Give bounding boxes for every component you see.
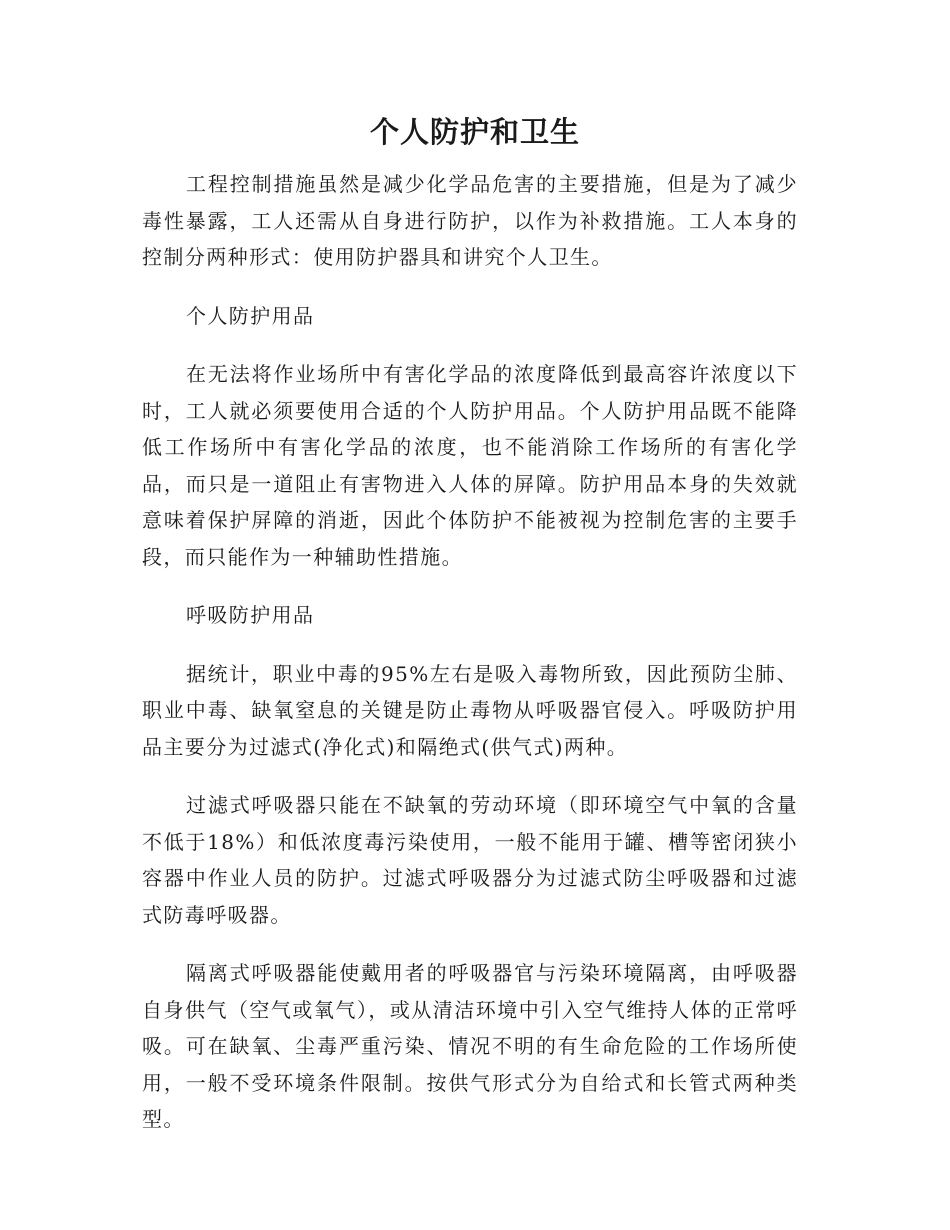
section-heading-respiratory-protection: 呼吸防护用品 [186,603,315,627]
paragraph-isolation-respirator: 隔离式呼吸器能使戴用者的呼吸器官与污染环境隔离，由呼吸器自身供气（空气或氧气），或从清洁环境中引入空气维持人体的正常呼吸。可在缺氧、尘毒严重污染、情况不明的有生命危险的工作场所使用，一般不受环境条件限制。按供气形式分为自给式和长管式两种类型。 [142,961,798,1131]
document-title: 个人防护和卫生 [369,115,580,149]
paragraph-filter-respirator: 过滤式呼吸器只能在不缺氧的劳动环境（即环境空气中氧的含量不低于18%）和低浓度毒污染使用，一般不能用于罐、槽等密闭狭小容器中作业人员的防护。过滤式呼吸器分为过滤式防尘呼吸器和过滤式防毒呼吸器。 [142,793,798,927]
section-heading-personal-protective-equipment: 个人防护用品 [186,303,315,328]
paragraph-intro: 工程控制措施虽然是减少化学品危害的主要措施，但是为了减少毒性暴露，工人还需从自身进行防护，以作为补救措施。工人本身的控制分两种形式：使用防护器具和讲究个人卫生。 [142,172,798,269]
document-body [142,166,798,1160]
paragraph-ppe: 在无法将作业场所中有害化学品的浓度降低到最高容许浓度以下时，工人就必须要使用合适的个人防护用品。个人防护用品既不能降低工作场所中有害化学品的浓度，也不能消除工作场所的有害化学品，而只是一道阻止有害物进入人体的屏障。防护用品本身的失效就意味着保护屏障的消逝，因此个体防护不能被视为控制危害的主要手段，而只能作为一种辅助性措施。 [142,362,798,569]
paragraph-statistics: 据统计，职业中毒的95%左右是吸入毒物所致，因此预防尘肺、职业中毒、缺氧窒息的关键是防止毒物从呼吸器官侵入。呼吸防护用品主要分为过滤式(净化式)和隔绝式(供气式)两种。 [142,661,798,759]
